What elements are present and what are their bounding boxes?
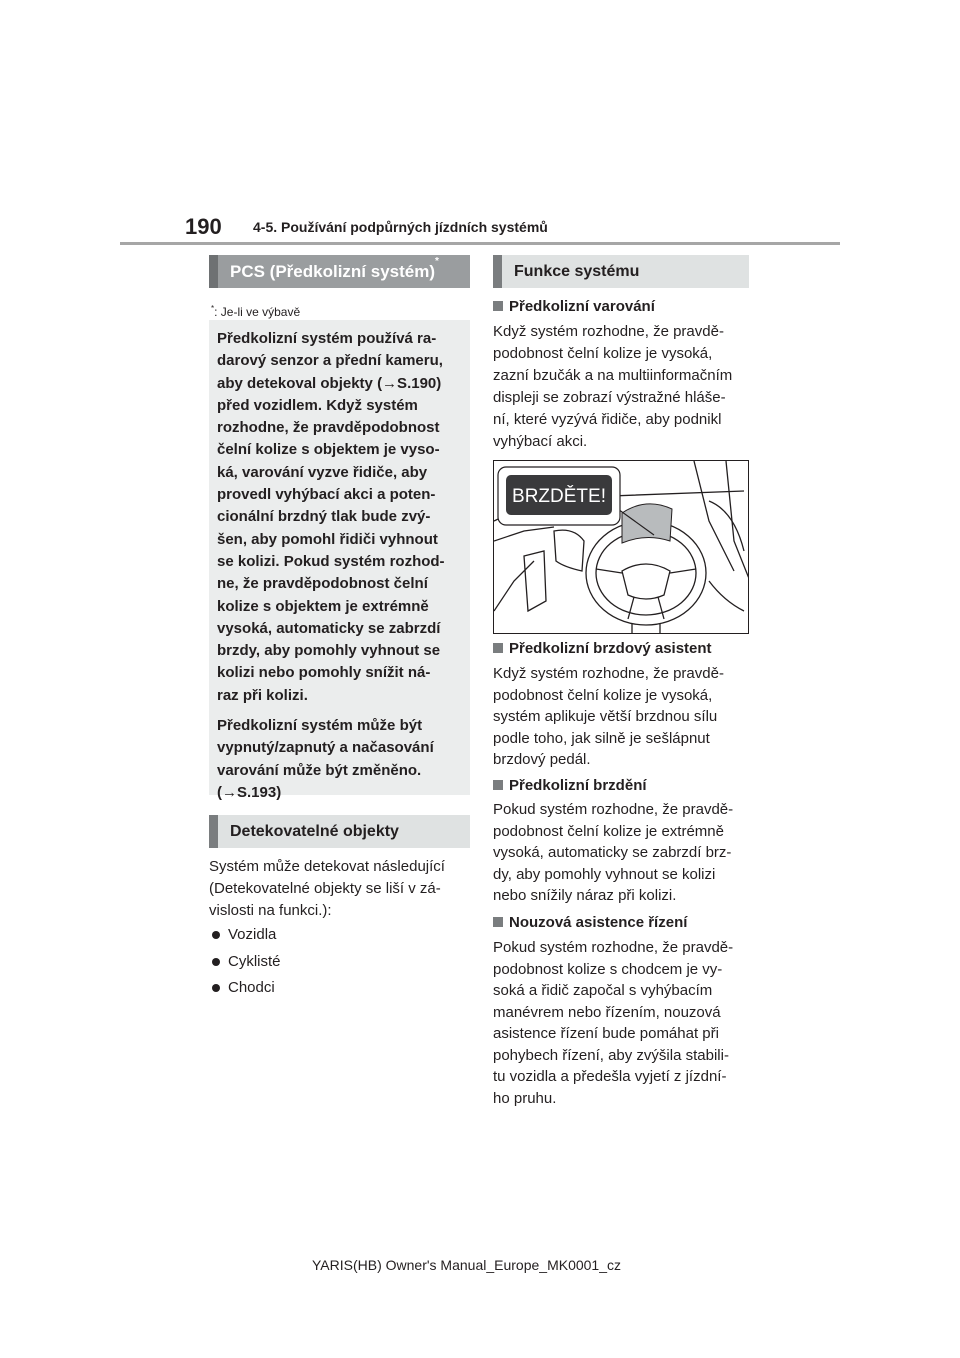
detect-line: Systém může detekovat následující [209,858,445,875]
info-line: Předkolizní systém může být [217,717,423,735]
subsection-title [493,775,647,796]
bullet-item [212,951,281,972]
dashboard-figure [493,460,749,634]
text-line: displeji se zobrazí výstražné hláše- [493,389,726,406]
bullet-item [212,924,276,945]
function-heading: Funkce systému [493,255,749,288]
figure-label: BRZDĚTE! [512,486,606,507]
text-line: dy, aby pomohly vyhnout se kolizi [493,865,716,883]
info-line: ká, varování vyzve řidiče, aby [217,463,428,481]
bullet-label: Vozidla [228,926,277,943]
page-number: 190 [185,214,222,239]
info-line: provedl vyhýbací akci a poten- [217,486,436,504]
info-line: varování může být změněno. [217,761,422,779]
text-line: vysoká, automaticky se zabrzdí brz- [493,844,732,861]
section-title: 4-5. Používání podpůrných jízdních systémů [253,219,548,235]
info-line: ne, že pravděpodobnost čelní [217,575,428,593]
square-bullet-icon [493,917,503,927]
bullet-label: Cyklisté [228,953,281,970]
pcs-heading-text: PCS (Předkolizní systém) [230,262,436,281]
info-line: darový senzor a přední kameru, [217,352,443,370]
text-line: podle toho, jak silně je sešlápnut [493,729,710,747]
text-line: nebo snížily náraz při kolizi. [493,887,677,904]
text-line: ho pruhu. [493,1089,557,1107]
text-line: Když systém rozhodne, že pravdě- [493,665,724,682]
info-line: šen, aby pomohl řidiči vyhnout [217,530,438,548]
text-line: Když systém rozhodne, že pravdě- [493,323,724,340]
bullet-dot-icon [212,984,220,992]
info-line: brzdy, aby pomohly vyhnout se [217,642,441,660]
info-line: rozhodne, že pravděpodobnost [217,419,440,437]
subsection-title-text: Předkolizní varování [509,298,655,315]
square-bullet-icon [493,643,503,653]
steering-wheel-illustration [494,461,749,634]
bullet-dot-icon [212,931,220,939]
square-bullet-icon [493,780,503,790]
text-line: tu vozidla a předešla vyjetí z jízdní- [493,1068,727,1085]
detect-line: vislosti na funkci.): [209,902,332,919]
info-line: se kolizi. Pokud systém rozhod- [217,552,445,570]
info-line: raz při kolizi. [217,686,308,704]
info-line: Předkolizní systém používá ra- [217,330,437,347]
info-line: (→S.193) [217,783,282,801]
bullet-dot-icon [212,958,220,966]
info-line: kolizi nebo pomohly snížit ná- [217,664,431,682]
subsection-title [493,912,687,933]
pcs-heading-mark: * [435,256,439,267]
subsection-text [493,663,755,771]
bullet-item [212,977,275,998]
detect-heading: Detekovatelné objekty [209,815,470,848]
text-line: podobnost kolize s chodcem je vy- [493,960,723,978]
info-line: čelní kolize s objektem je vyso- [217,441,440,459]
info-line: vypnutý/zapnutý a načasování [217,739,434,757]
info-paragraph-2 [217,715,464,804]
detect-line: (Detekovatelné objekty se liší v zá- [209,880,441,897]
subsection-title [493,638,712,659]
bullet-label: Chodci [228,979,275,996]
info-paragraph-1 [217,328,464,707]
header-rule [120,242,840,245]
footnote-text: : Je-li ve výbavě [214,305,301,319]
text-line: vyhýbací akci. [493,433,588,450]
subsection-title-text: Předkolizní brzdový asistent [509,640,712,657]
subsection-text [493,937,755,1109]
detect-text [209,856,474,922]
text-line: soká a řidič započal s vyhýbacím [493,982,713,999]
info-line: vysoká, automaticky se zabrzdí [217,619,441,637]
text-line: brzdový pedál. [493,751,591,768]
text-line: podobnost čelní kolize je vysoká, [493,686,713,704]
footnote-mark: * [211,304,215,313]
text-line: systém aplikuje větší brzdnou sílu [493,708,718,725]
info-line: aby detekoval objekty (→S.190) [217,374,442,392]
pcs-heading [209,255,470,288]
text-line: Pokud systém rozhodne, že pravdě- [493,939,734,956]
info-box [209,320,470,801]
text-line: podobnost čelní kolize je vysoká, [493,345,713,362]
text-line: pohybech řízení, aby zvýšila stabili- [493,1046,729,1064]
text-line: Pokud systém rozhodne, že pravdě- [493,801,734,818]
subsection-title [493,296,655,317]
text-line: manévrem nebo řízením, nouzová [493,1003,721,1021]
subsection-title-text: Předkolizní brzdění [509,777,647,794]
footnote [211,304,300,319]
subsection-text [493,321,755,453]
info-line: před vozidlem. Když systém [217,396,418,414]
footer-text: YARIS(HB) Owner's Manual_Europe_MK0001_cz [312,1257,621,1273]
text-line: zazní bzučák a na multiinformačním [493,367,733,384]
subsection-title-text: Nouzová asistence řízení [509,914,688,931]
square-bullet-icon [493,301,503,311]
text-line: asistence řízení bude pomáhat při [493,1025,719,1042]
subsection-text [493,799,755,907]
info-line: kolize s objektem je extrémně [217,597,429,615]
text-line: podobnost čelní kolize je extrémně [493,822,724,840]
text-line: ní, které vyzývá řidiče, aby podnikl [493,411,722,428]
info-line: cionální brzdný tlak bude zvý- [217,508,431,526]
